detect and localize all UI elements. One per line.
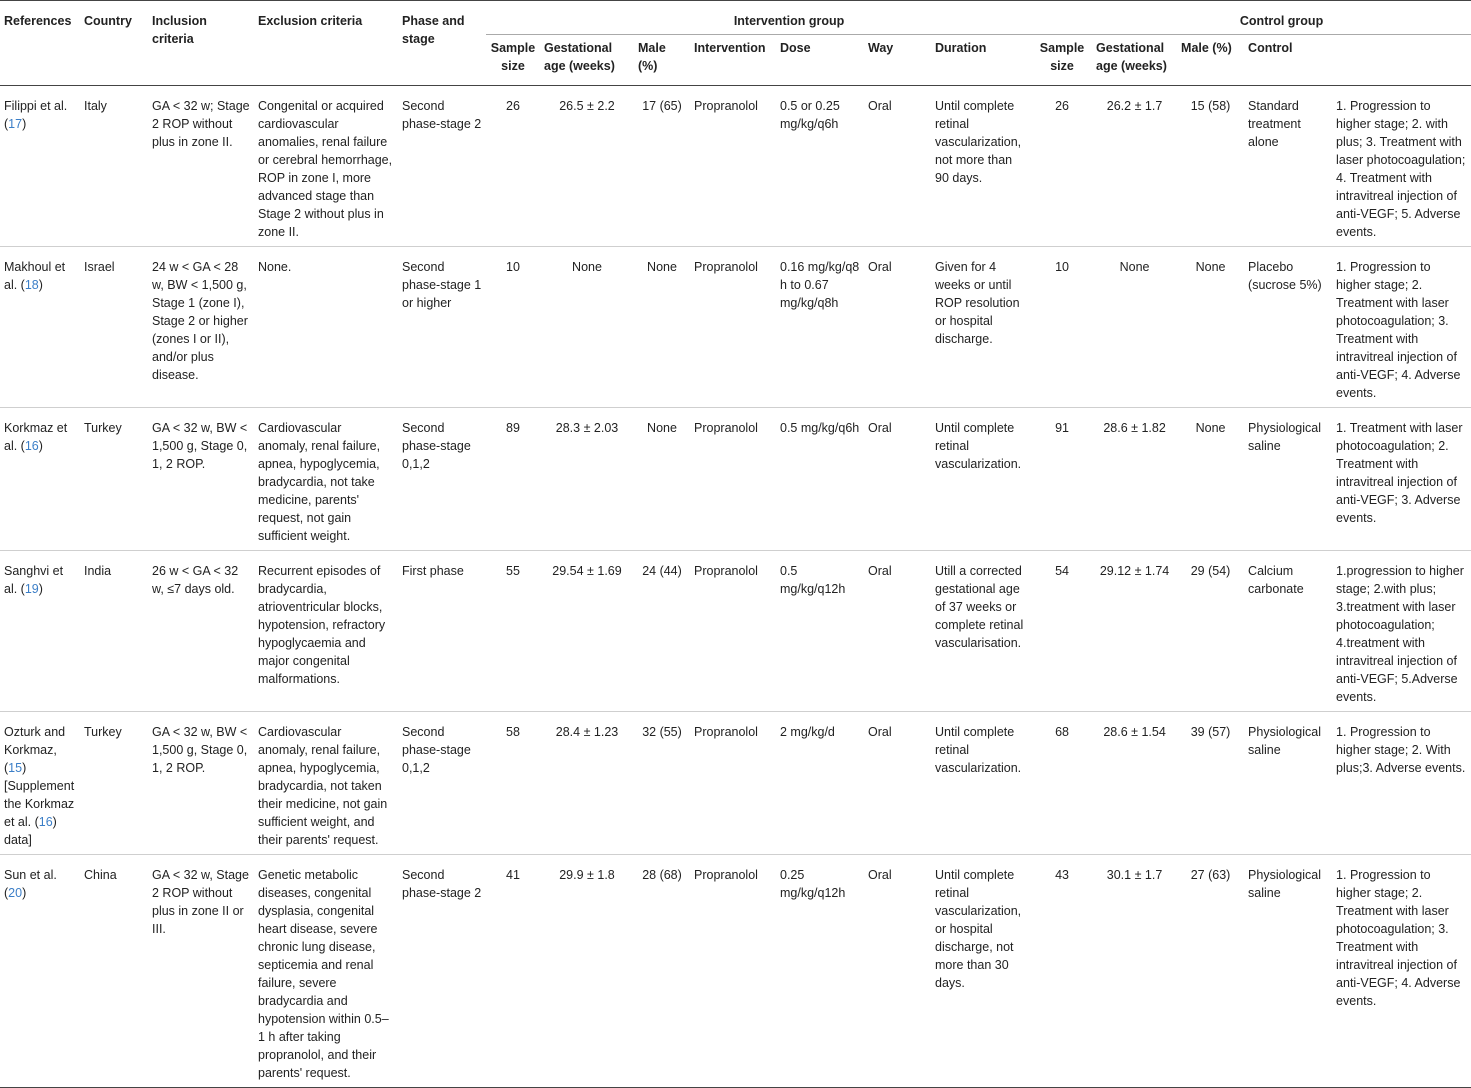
cell-sample-size: 26 <box>506 99 520 113</box>
cell-control-sample-size: 68 <box>1055 725 1069 739</box>
header-references: References <box>4 14 72 28</box>
cell-control: Physiological saline <box>1248 725 1322 757</box>
header-way: Way <box>868 41 894 55</box>
cell-country: India <box>84 564 112 578</box>
cell-exclusion: Congenital or acquired cardiovascular anomalies, renal failure or cerebral hemorrhage, ROP in zone I, more advanced stage than Stage 2 without plus in zone II. <box>258 99 393 239</box>
cell-country: Turkey <box>84 421 122 435</box>
cell-reference: Filippi et al. (17) <box>4 99 68 131</box>
cell-way: Oral <box>868 868 892 882</box>
cell-exclusion: Recurrent episodes of bradycardia, atrioventricular blocks, hypotension, refractory hypoglycaemia and major congenital malformations. <box>258 564 386 686</box>
header-control-group: Control group <box>1092 1 1471 35</box>
cell-phase: Second phase-stage 2 <box>402 868 482 900</box>
cell-control-male: None <box>1195 421 1226 435</box>
cell-intervention: Propranolol <box>694 868 758 882</box>
header-control-gestational-age: Gestational age (weeks) <box>1096 41 1167 73</box>
header-control-male: Male (%) <box>1181 41 1232 55</box>
cell-control-sample-size: 43 <box>1055 868 1069 882</box>
cell-duration: Until complete retinal vascularization, not more than 90 days. <box>935 99 1022 185</box>
citation-link[interactable]: 17 <box>8 117 23 131</box>
header-duration: Duration <box>935 41 987 55</box>
cell-country: China <box>84 868 117 882</box>
cell-control-gestational-age: 28.6 ± 1.82 <box>1103 421 1166 435</box>
cell-inclusion: GA < 32 w, BW < 1,500 g, Stage 0, 1, 2 ROP. <box>152 421 248 471</box>
cell-control-sample-size: 26 <box>1055 99 1069 113</box>
cell-phase: Second phase-stage 1 or higher <box>402 260 482 310</box>
cell-phase: Second phase-stage 0,1,2 <box>402 421 471 471</box>
cell-way: Oral <box>868 260 892 274</box>
cell-reference: Sun et al. (20) <box>4 868 57 900</box>
cell-phase: Second phase-stage 2 <box>402 99 482 131</box>
cell-control: Standard treatment alone <box>1248 99 1301 149</box>
header-gestational-age: Gestational age (weeks) <box>544 41 615 73</box>
table-row <box>0 712 1471 855</box>
cell-sample-size: 89 <box>506 421 520 435</box>
header-male: Male (%) <box>638 41 666 73</box>
cell-duration: Until complete retinal vascularization. <box>935 725 1022 775</box>
cell-control-male: 39 (57) <box>1190 725 1231 739</box>
cell-male: 24 (44) <box>642 564 682 578</box>
cell-control: Physiological saline <box>1248 868 1322 900</box>
header-intervention-group: Intervention group <box>486 1 1092 35</box>
cell-way: Oral <box>868 99 892 113</box>
citation-link[interactable]: 16 <box>24 439 39 453</box>
cell-reference: Makhoul et al. (18) <box>4 260 66 292</box>
header-intervention: Intervention <box>694 41 766 55</box>
table-row <box>0 247 1471 408</box>
cell-reference: Ozturk and Korkmaz, (15) [Supplement the Korkmaz et al. (16) data] <box>4 725 75 847</box>
table-header <box>0 1 1471 86</box>
cell-sample-size: 55 <box>506 564 520 578</box>
cell-duration: Utill a corrected gestational age of 37 weeks or complete retinal vascularisation. <box>935 564 1024 650</box>
cell-control-sample-size: 10 <box>1055 260 1069 274</box>
cell-outcome: 1. Progression to higher stage; 2. with plus; 3. Treatment with laser photocoagulation; 4. Treatment with intravitreal injection of anti-VEGF; 5. Adverse events. <box>1336 99 1466 239</box>
cell-outcome: 1. Progression to higher stage; 2. Treatment with laser photocoagulation; 3. Treatment with intravitreal injection of anti-VEGF; 4. Adverse events. <box>1336 260 1461 400</box>
cell-inclusion: GA < 32 w; Stage 2 ROP without plus in zone II. <box>152 99 250 149</box>
cell-control-sample-size: 54 <box>1055 564 1069 578</box>
citation-link[interactable]: 16 <box>38 815 53 829</box>
cell-country: Turkey <box>84 725 122 739</box>
cell-male: 28 (68) <box>642 868 682 882</box>
header-control-sample-size: Sample size <box>1039 41 1085 73</box>
cell-control: Physiological saline <box>1248 421 1322 453</box>
table-row <box>0 408 1471 551</box>
header-control: Control <box>1248 41 1293 55</box>
cell-gestational-age: 29.9 ± 1.8 <box>559 868 615 882</box>
cell-exclusion: None. <box>258 260 292 274</box>
cell-inclusion: GA < 32 w, Stage 2 ROP without plus in zone II or III. <box>152 868 249 936</box>
cell-intervention: Propranolol <box>694 725 758 739</box>
cell-gestational-age: 28.3 ± 2.03 <box>555 421 619 435</box>
cell-reference: Korkmaz et al. (16) <box>4 421 68 453</box>
citation-link[interactable]: 15 <box>8 761 23 775</box>
header-dose: Dose <box>780 41 811 55</box>
cell-male: None <box>647 260 677 274</box>
cell-male: None <box>647 421 677 435</box>
table-body <box>0 86 1471 1088</box>
cell-dose: 0.5 mg/kg/q6h <box>780 421 860 435</box>
citation-link[interactable]: 19 <box>24 582 39 596</box>
cell-control-gestational-age: 28.6 ± 1.54 <box>1103 725 1166 739</box>
cell-gestational-age: None <box>572 260 602 274</box>
cell-sample-size: 58 <box>506 725 520 739</box>
cell-exclusion: Genetic metabolic diseases, congenital dysplasia, congenital heart disease, severe chronic lung disease, septicemia and renal failure, severe bradycardia and hypotension within 0.5–1 h after taking propranolol, and their parents' request. <box>258 868 389 1080</box>
cell-sample-size: 10 <box>506 260 520 274</box>
cell-reference: Sanghvi et al. (19) <box>4 564 64 596</box>
header-exclusion: Exclusion criteria <box>258 14 363 28</box>
cell-male: 17 (65) <box>642 99 682 113</box>
cell-outcome: 1.progression to higher stage; 2.with plus; 3.treatment with laser photocoagulation; 4.treatment with intravitreal injection of anti-VEGF; 5.Adverse events. <box>1336 564 1464 704</box>
cell-control-male: 27 (63) <box>1190 868 1231 882</box>
cell-control-male: None <box>1195 260 1226 274</box>
citation-link[interactable]: 18 <box>24 278 39 292</box>
citation-link[interactable]: 20 <box>8 886 23 900</box>
cell-inclusion: 26 w < GA < 32 w, ≤7 days old. <box>152 564 239 596</box>
cell-way: Oral <box>868 421 892 435</box>
cell-intervention: Propranolol <box>694 99 758 113</box>
cell-gestational-age: 29.54 ± 1.69 <box>552 564 622 578</box>
table-row <box>0 855 1471 1088</box>
cell-sample-size: 41 <box>506 868 520 882</box>
cell-inclusion: GA < 32 w, BW < 1,500 g, Stage 0, 1, 2 ROP. <box>152 725 248 775</box>
cell-control-male: 29 (54) <box>1190 564 1231 578</box>
cell-dose: 0.16 mg/kg/q8 h to 0.67 mg/kg/q8h <box>780 260 860 310</box>
cell-way: Oral <box>868 725 892 739</box>
cell-dose: 0.5 or 0.25 mg/kg/q6h <box>780 99 840 131</box>
table-row <box>0 86 1471 247</box>
cell-outcome: 1. Progression to higher stage; 2. With plus;3. Adverse events. <box>1336 725 1466 775</box>
cell-phase: Second phase-stage 0,1,2 <box>402 725 471 775</box>
cell-dose: 2 mg/kg/d <box>780 725 835 739</box>
cell-control: Calcium carbonate <box>1248 564 1304 596</box>
header-inclusion: Inclusion criteria <box>152 14 207 46</box>
cell-intervention: Propranolol <box>694 421 758 435</box>
cell-control-sample-size: 91 <box>1055 421 1069 435</box>
cell-dose: 0.5 mg/kg/q12h <box>780 564 846 596</box>
cell-control-male: 15 (58) <box>1190 99 1231 113</box>
cell-intervention: Propranolol <box>694 260 758 274</box>
cell-control-gestational-age: 30.1 ± 1.7 <box>1106 868 1163 882</box>
cell-duration: Given for 4 weeks or until ROP resolution or hospital discharge. <box>935 260 1020 346</box>
cell-control: Placebo (sucrose 5%) <box>1248 260 1322 292</box>
cell-country: Israel <box>84 260 115 274</box>
cell-duration: Until complete retinal vascularization. <box>935 421 1022 471</box>
cell-gestational-age: 26.5 ± 2.2 <box>559 99 615 113</box>
header-phase: Phase and stage <box>402 14 465 46</box>
cell-outcome: 1. Treatment with laser photocoagulation; 2. Treatment with intravitreal injection of anti-VEGF; 3. Adverse events. <box>1336 421 1463 525</box>
cell-exclusion: Cardiovascular anomaly, renal failure, apnea, hypoglycemia, bradycardia, not take medicine, parents' request, not gain sufficient weight. <box>258 421 381 543</box>
cell-duration: Until complete retinal vascularization, or hospital discharge, not more than 30 days. <box>935 868 1022 990</box>
cell-control-gestational-age: None <box>1119 260 1150 274</box>
cell-control-gestational-age: 29.12 ± 1.74 <box>1099 564 1170 578</box>
table-row <box>0 551 1471 712</box>
cell-exclusion: Cardiovascular anomaly, renal failure, apnea, hypoglycemia, bradycardia, not taken their medicine, not gain sufficient weight, and their parents' request. <box>258 725 388 847</box>
cell-dose: 0.25 mg/kg/q12h <box>780 868 846 900</box>
cell-way: Oral <box>868 564 892 578</box>
cell-outcome: 1. Progression to higher stage; 2. Treatment with laser photocoagulation; 3. Treatment with intravitreal injection of anti-VEGF; 4. Adverse events. <box>1336 868 1461 1008</box>
header-country: Country <box>84 14 132 28</box>
cell-inclusion: 24 w < GA < 28 w, BW < 1,500 g, Stage 1 (zone I), Stage 2 or higher (zones I or II), and/or plus disease. <box>152 260 248 382</box>
header-sample-size: Sample size <box>490 41 536 73</box>
cell-male: 32 (55) <box>642 725 682 739</box>
cell-country: Italy <box>84 99 107 113</box>
cell-intervention: Propranolol <box>694 564 758 578</box>
cell-control-gestational-age: 26.2 ± 1.7 <box>1106 99 1163 113</box>
cell-gestational-age: 28.4 ± 1.23 <box>555 725 619 739</box>
cell-phase: First phase <box>402 564 464 578</box>
